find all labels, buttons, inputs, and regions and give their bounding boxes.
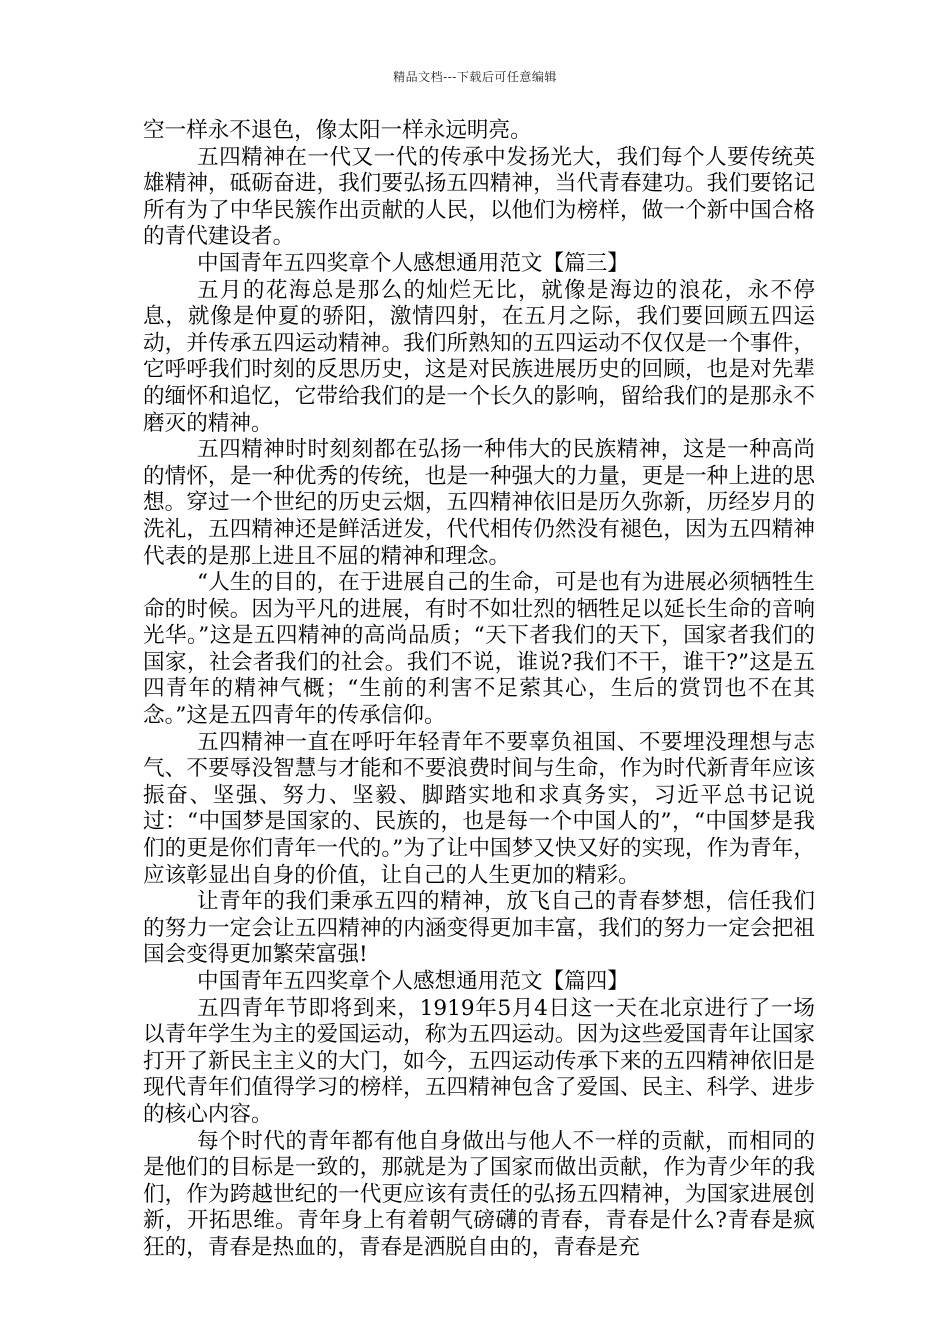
paragraph: 让青年的我们秉承五四的精神，放飞自己的青春梦想，信任我们的努力一定会让五四精神的内涵变得更加丰富，我们的努力一定会把祖国会变得更加繁荣富强!	[143, 889, 815, 968]
paragraph: 五四精神在一代又一代的传承中发扬光大，我们每个人要传统英雄精神，砥砺奋进，我们要弘扬五四精神，当代青春建功。我们要铭记所有为了中华民簇作出贡献的人民，以他们为榜样，做一个新中国合格的青代建设者。	[143, 144, 815, 250]
section-heading-part-3: 中国青年五四奖章个人感想通用范文【篇三】	[197, 250, 629, 276]
paragraph: 五四青年节即将到来，1919年5月4日这一天在北京进行了一场以青年学生为主的爱国运动，称为五四运动。因为这些爱国青年让国家打开了新民主主义的大门，如今，五四运动传承下来的五四精神依旧是现代青年们值得学习的榜样，五四精神包含了爱国、民主、科学、进步的核心内容。	[143, 995, 815, 1127]
paragraph: 五四精神时时刻刻都在弘扬一种伟大的民族精神，这是一种高尚的情怀，是一种优秀的传统，也是一种强大的力量，更是一种上进的思想。穿过一个世纪的历史云烟，五四精神依旧是历久弥新，历经岁月的洗礼，五四精神还是鲜活迸发，代代相传仍然没有褪色，因为五四精神代表的是那上进且不屈的精神和理念。	[143, 437, 815, 569]
paragraph: 五月的花海总是那么的灿烂无比，就像是海边的浪花，永不停息，就像是仲夏的骄阳，激情四射，在五月之际，我们要回顾五四运动，并传承五四运动精神。我们所熟知的五四运动不仅仅是一个事件，它呼呼我们时刻的反思历史，这是对民族进展历史的回顾，也是对先辈的缅怀和追忆，它带给我们的是一个长久的影响，留给我们的是那永不磨灭的精神。	[143, 277, 815, 436]
paragraph: “人生的目的，在于进展自己的生命，可是也有为进展必须牺牲生命的时候。因为平凡的进展，有时不如壮烈的牺牲足以延长生命的音响光华。”这是五四精神的高尚品质；“天下者我们的天下，国家者我们的国家，社会者我们的社会。我们不说，谁说?我们不干，谁干?”这是五四青年的精神气概；“生前的利害不足萦其心，生后的赏罚也不在其念。”这是五四青年的传承信仰。	[143, 570, 815, 729]
document-body	[143, 118, 815, 1262]
page-header: 精品文档---下载后可任意编辑	[393, 70, 557, 84]
section-heading-part-4: 中国青年五四奖章个人感想通用范文【篇四】	[197, 969, 629, 994]
paragraph: 每个时代的青年都有他自身做出与他人不一样的贡献，而相同的是他们的目标是一致的，那就是为了国家而做出贡献，作为青少年的我们，作为跨越世纪的一代更应该有责任的弘扬五四精神，为国家进展创新，开拓思维。青年身上有着朝气磅礴的青春，青春是什么?青春是疯狂的，青春是热血的，青春是洒脱自由的，青春是充	[143, 1128, 815, 1260]
paragraph-continuation: 空一样永不退色，像太阳一样永远明亮。	[143, 118, 532, 143]
paragraph: 五四精神一直在呼吁年轻青年不要辜负祖国、不要埋没理想与志气、不要辱没智慧与才能和不要浪费时间与生命，作为时代新青年应该振奋、坚强、努力、坚毅、脚踏实地和求真务实，习近平总书记说过：“中国梦是国家的、民族的，也是每一个中国人的”，“中国梦是我们的更是你们青年一代的。”为了让中国梦又快又好的实现，作为青年，应该彰显出自身的价值，让自己的人生更加的精彩。	[143, 729, 815, 888]
